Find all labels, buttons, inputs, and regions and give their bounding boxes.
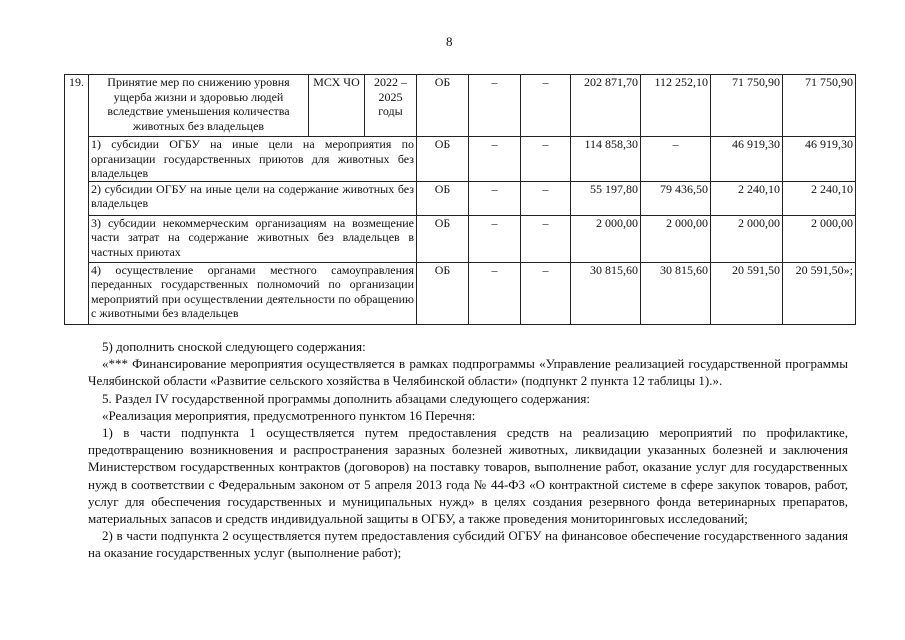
value-year: 2 240,10: [783, 181, 856, 215]
budget-table: [64, 74, 856, 325]
row-number: 19.: [65, 75, 89, 325]
paragraph: «Реализация мероприятия, предусмотренного пунктом 16 Перечня:: [102, 407, 476, 423]
value-year: 30 815,60: [641, 262, 711, 324]
value-year: 2 240,10: [711, 181, 783, 215]
value-year: 79 436,50: [641, 181, 711, 215]
dash-cell: –: [469, 137, 521, 182]
sub-measure-name: 3) субсидии некоммерческим организациям на возмещение части затрат на содержание животных без владельцев в частных приютах: [89, 215, 417, 262]
sub-measure-name: 4) осуществление органами местного самоуправления переданных государственных полномочий по организации мероприятий при осуществлении деятельности по обращению с животными без владельцев: [89, 262, 417, 324]
sub-measure-name: 1) субсидии ОГБУ на иные цели на мероприятия по организации государственных приютов для животных без владельцев: [89, 137, 417, 182]
table-row-sub: [65, 215, 856, 262]
dash-cell: –: [469, 262, 521, 324]
funding-source: ОБ: [417, 262, 469, 324]
value-year: 2 000,00: [783, 215, 856, 262]
table-row-sub: [65, 181, 856, 215]
paragraph: «*** Финансирование мероприятия осуществляется в рамках подпрограммы «Управление реализацией государственной программы Челябинской области «Развитие сельского хозяйства в Челябинской области» (подпункт 2 пункта 12 таблицы 1).».: [88, 356, 848, 389]
value-year: 71 750,90: [783, 75, 856, 137]
dash-cell: –: [469, 215, 521, 262]
value-total: 202 871,70: [571, 75, 641, 137]
paragraph: 1) в части подпункта 1 осуществляется путем предоставления средств на реализацию мероприятий по профилактике, предотвращению возникновения и распространения заразных болезней животных, ликвидации указанных болезней и заключения Министерством государственных контрактов (договоров) на поставку товаров, выполнение работ, оказание услуг для государственных нужд в соответствии с Федеральным законом от 5 апреля 2013 года № 44-ФЗ «О контрактной системе в сфере закупок товаров, работ, услуг для обеспечения государственных и муниципальных нужд» в целях создания резервного фонда ветеринарных препаратов, материальных запасов и средств индивидуальной защиты в ОГБУ, а также проведения мониторинговых исследований;: [88, 425, 848, 527]
paragraph: 5. Раздел IV государственной программы дополнить абзацами следующего содержания:: [102, 390, 591, 406]
executor: МСХ ЧО: [309, 75, 365, 137]
dash-cell: –: [469, 181, 521, 215]
table-row-sub: [65, 137, 856, 182]
dash-cell: –: [469, 75, 521, 137]
value-year: 20 591,50»;: [783, 262, 856, 324]
value-year: –: [641, 137, 711, 182]
years: 2022 – 2025 годы: [365, 75, 417, 137]
funding-source: ОБ: [417, 181, 469, 215]
funding-source: ОБ: [417, 137, 469, 182]
paragraph: 2) в части подпункта 2 осуществляется путем предоставления субсидий ОГБУ на финансовое обеспечение государственного задания на оказание государственных услуг (выполнение работ);: [88, 528, 848, 561]
value-year: 112 252,10: [641, 75, 711, 137]
value-year: 46 919,30: [711, 137, 783, 182]
dash-cell: –: [521, 181, 571, 215]
value-year: 46 919,30: [783, 137, 856, 182]
value-total: 30 815,60: [571, 262, 641, 324]
value-total: 2 000,00: [571, 215, 641, 262]
value-year: 20 591,50: [711, 262, 783, 324]
value-year: 71 750,90: [711, 75, 783, 137]
table-row-sub: [65, 262, 856, 324]
table-row-main: [65, 75, 856, 137]
value-year: 2 000,00: [641, 215, 711, 262]
measure-name: Принятие мер по снижению уровня ущерба жизни и здоровью людей вследствие уменьшения количества животных без владельцев: [89, 75, 309, 137]
body-text: [88, 338, 848, 562]
dash-cell: –: [521, 137, 571, 182]
paragraph: 5) дополнить сноской следующего содержания:: [102, 339, 366, 354]
sub-measure-name: 2) субсидии ОГБУ на иные цели на содержание животных без владельцев: [89, 181, 417, 215]
dash-cell: –: [521, 262, 571, 324]
value-total: 55 197,80: [571, 181, 641, 215]
dash-cell: –: [521, 215, 571, 262]
page-number: 8: [446, 34, 453, 49]
funding-source: ОБ: [417, 75, 469, 137]
value-year: 2 000,00: [711, 215, 783, 262]
value-total: 114 858,30: [571, 137, 641, 182]
dash-cell: –: [521, 75, 571, 137]
funding-source: ОБ: [417, 215, 469, 262]
